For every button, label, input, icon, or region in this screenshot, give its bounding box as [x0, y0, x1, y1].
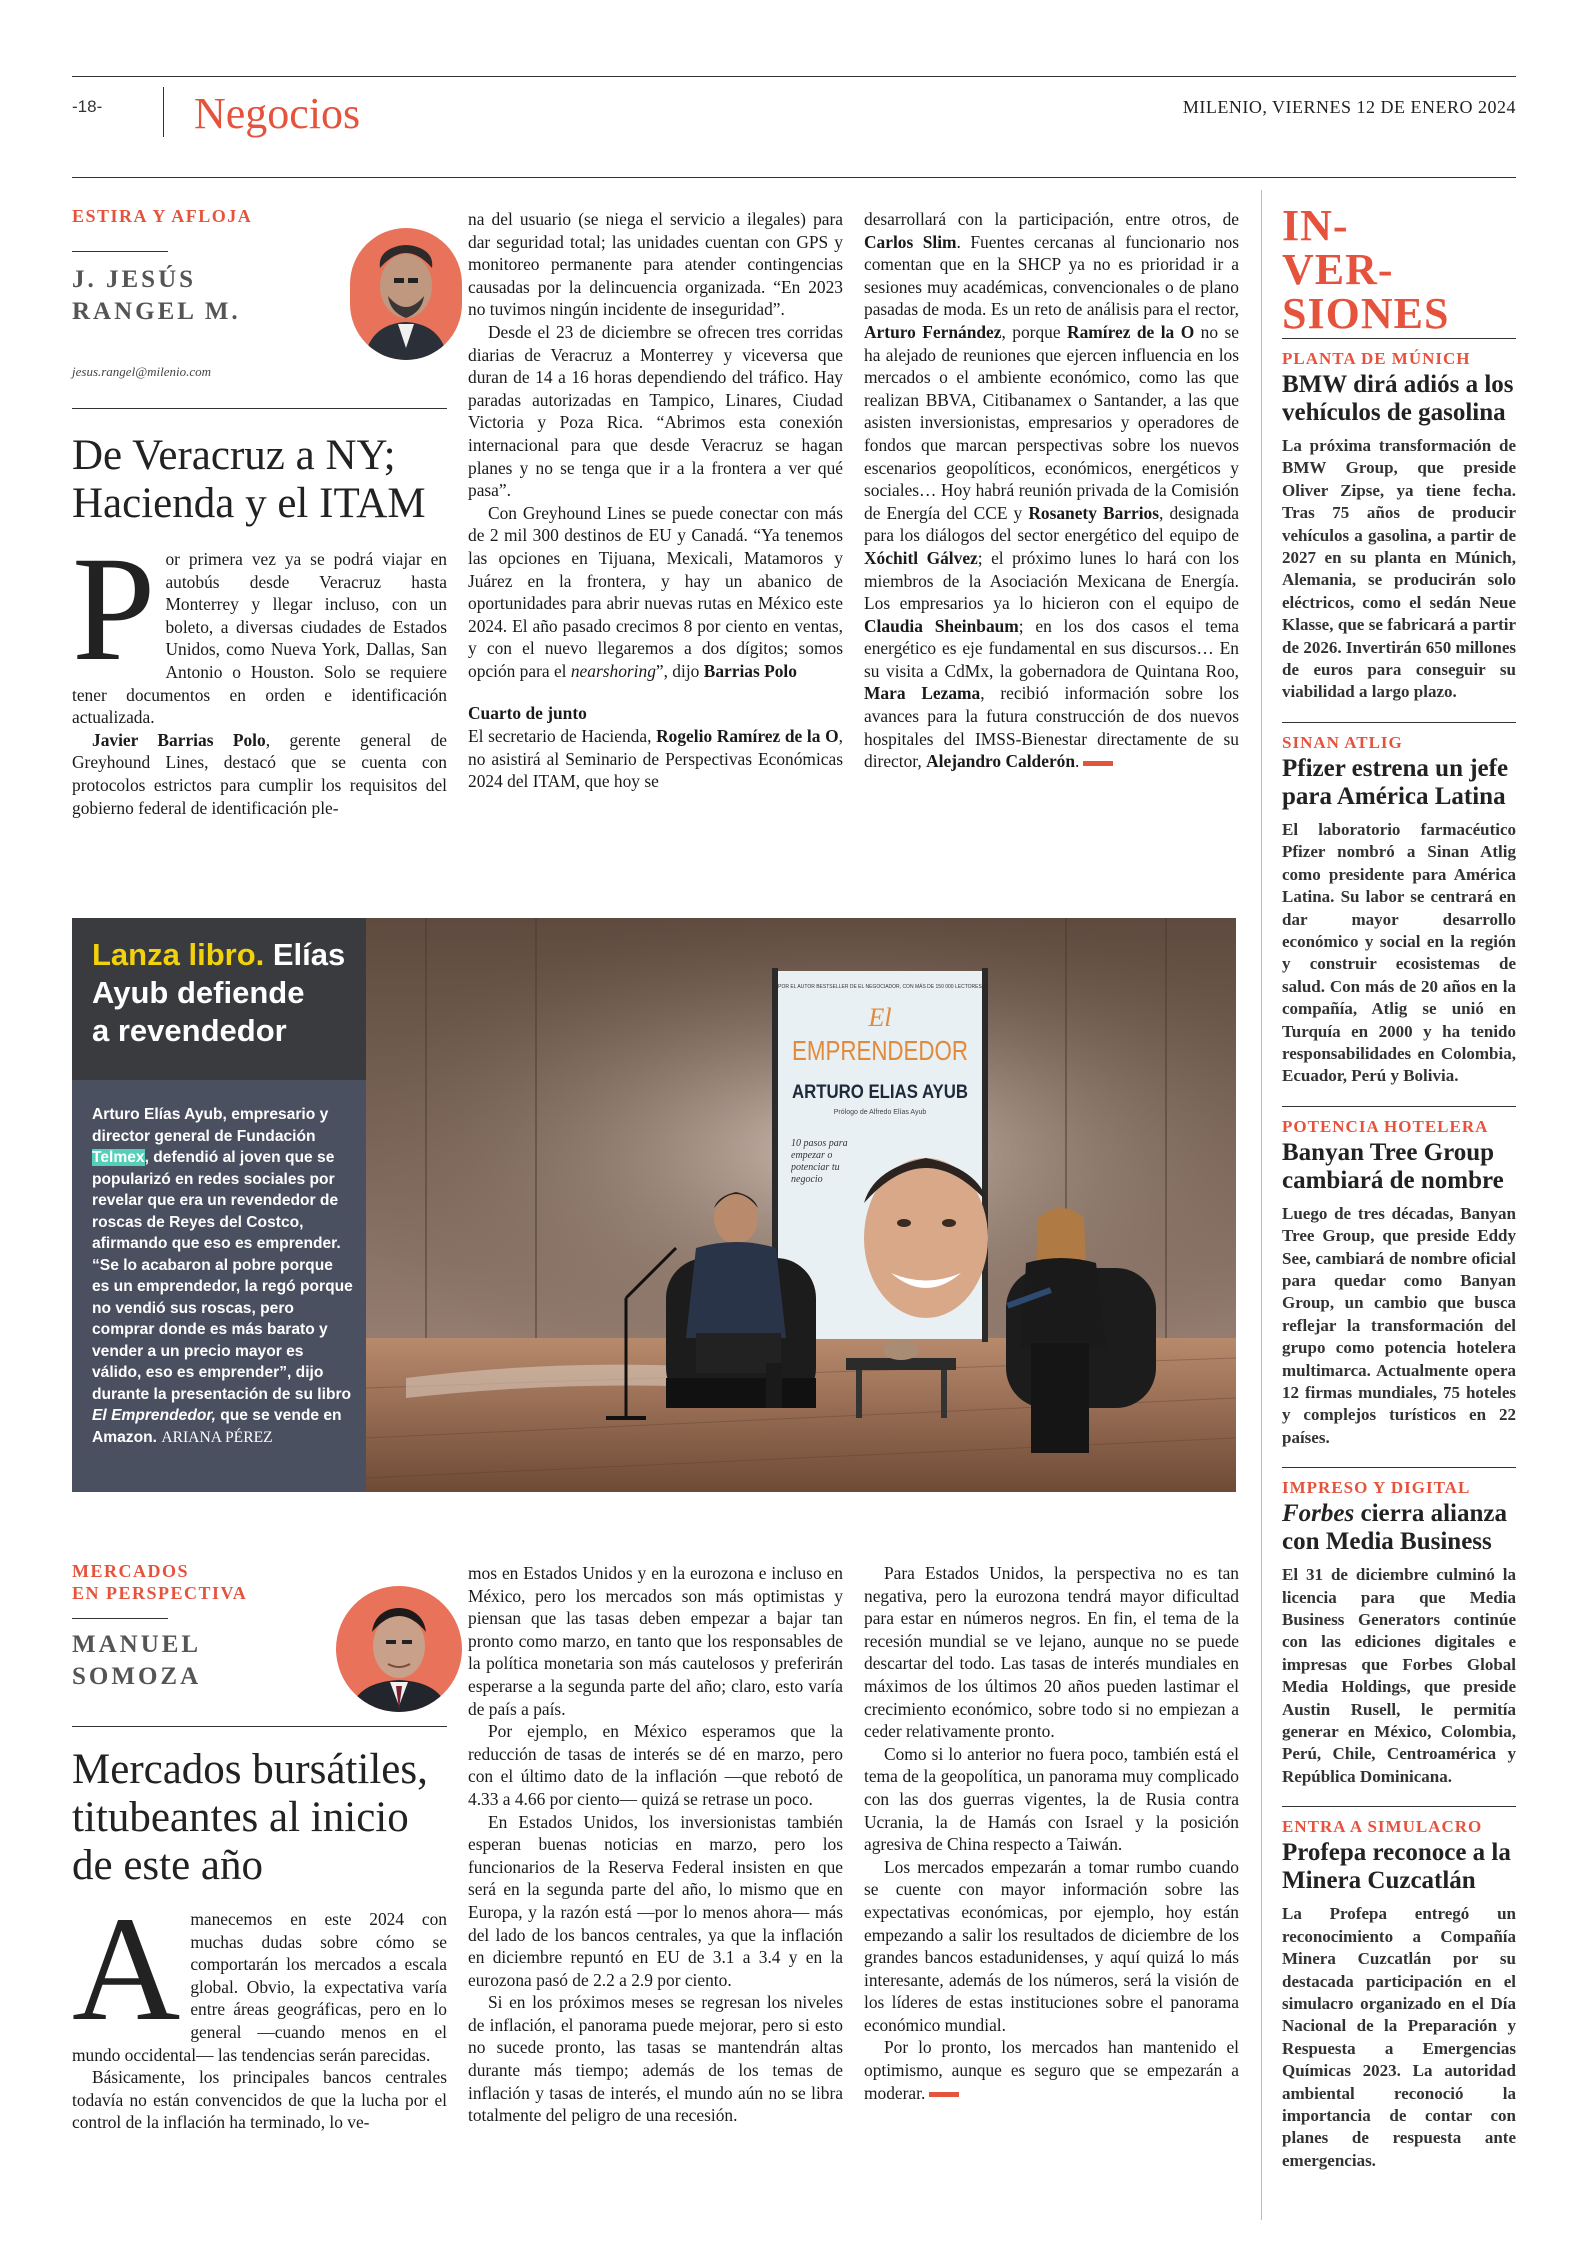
brief-body: El 31 de diciembre culminó la licencia para que Media Business Generators continúe con las ediciones digitales e impresas que Forbes Global Media Holdings, que preside Austin Rusell, le permitía generar en México, Colombia, Perú, Chile, Centroamérica y República Dominicana. — [1282, 1565, 1516, 1786]
paragraph-text: Si en los próximos meses se regresan los niveles de inflación, el panorama puede mejorar, pero si esto no sucede pronto, las tasas se mantendrán altas durante más tiempo; además de los temas de inflación y tasas de interés, el mundo aún no se libra totalmente del peligro de una recesión. — [468, 1992, 843, 2126]
caption-text: , defendió al joven que se popularizó en redes sociales por revelar que era un revendedor de roscas de Reyes del Costco, afirmando que eso es emprender. “Se lo acabaron al pobre porque es un emprendedor, la regó porque no vendió sus roscas, pero comprar donde es más barato y vender a un precio mayor es válido, eso es emprender”, dijo durante la presentación de su libro — [92, 1149, 353, 1403]
sidebar-title-line1: IN- — [1282, 201, 1349, 250]
lead-paragraph: or primera vez ya se podrá viajar en autobús desde Veracruz hasta Monterrey y llegar incluso, con un boleto, a diversas ciudades de Estados Unidos, como Nueva York, Dallas, San Antonio o Houston. Solo se requiere tener documentos en orden e identificación actualizada. — [72, 549, 447, 728]
brief-body: El laboratorio farmacéutico Pfizer nombró a Sinan Atlig como presidente para América Latina. Su labor se centrará en dar mayor desarrollo económico y social en la región y construir ecosistemas de salud. Con más de 20 años en la compañía, Atlig se unió en Turquía en 2000 y ha tenido responsabilidades en Colombia, Ecuador, Perú y Bolivia. — [1282, 819, 1516, 1086]
author-email[interactable]: jesus.rangel@milenio.com — [72, 364, 212, 379]
brief-rule — [1282, 338, 1516, 339]
photo-headline-box — [72, 918, 366, 1080]
paragraph-text: Por ejemplo, en México esperamos que la reducción de tasas de interés se dé en marzo, pero con el último dato de la inflación —que rebotó de 4.33 a 4.66 por ciento— quizá se retrase un poco. — [468, 1721, 843, 1809]
paragraph-text: , porque — [1001, 321, 1068, 342]
headline-text: a revendedor — [92, 1013, 287, 1048]
author-photo — [350, 228, 462, 360]
photo-headline — [92, 936, 345, 1050]
byline-rule — [72, 408, 447, 409]
paragraph-text: no se ha alejado de reuniones que ejercen influencia en los mercados o el ambiente económico, como las que realizan BBVA, Citibanamex o Santander, a las que asisten inversionistas, empresarios y operadores de fondos que marcan perspectivas sobre los nuevos escenarios geopolíticos, económicos, energéticos y sociales… Hoy habrá reunión privada de la Comisión de Energía del CCE y — [864, 321, 1239, 523]
end-mark — [929, 2092, 959, 2097]
author-portrait-rangel — [350, 228, 462, 360]
kicker-rule — [72, 251, 168, 252]
banner-top-text: POR EL AUTOR BESTSELLER DE EL NEGOCIADOR, CON MÁS DE 150 000 LECTORES — [778, 984, 982, 990]
sidebar-briefs — [1282, 338, 1516, 2172]
end-mark — [1083, 761, 1113, 766]
person-name: Carlos Slim — [864, 231, 957, 252]
kicker-line1: MERCADOS — [72, 1561, 190, 1581]
page-number: -18- — [72, 97, 103, 116]
headline-text: Ayub defiende — [92, 975, 305, 1010]
person-name: Rosanety Barrios — [1028, 502, 1160, 523]
person-name: Arturo Fernández — [864, 321, 1002, 342]
stage-scene — [366, 918, 1236, 1492]
brief-kicker: PLANTA DE MÚNICH — [1282, 349, 1471, 368]
brief-banyan — [1282, 1117, 1516, 1449]
brief-headline — [1282, 1500, 1516, 1556]
header-divider — [163, 87, 164, 137]
article-body-col2-somoza — [468, 1562, 843, 2127]
brief-body: La Profepa entregó un reconocimiento a Compañía Minera Cuzcatlán por su destacada participación en el simulacro organizado en el Día Nacional de la Preparación y Respuesta a Emergencias Químicas 2023. La autoridad ambiental reconoció la importancia de contar con planes de respuesta ante emergencias. — [1282, 1904, 1516, 2170]
brief-kicker: IMPRESO Y DIGITAL — [1282, 1478, 1471, 1498]
paragraph-text: ; el próximo lunes lo hará con los miembros de la Asociación Mexicana de Energía. Los empresarios ya lo hicieron con el equipo de — [864, 547, 1239, 614]
caption-text: que se vende en Amazon. — [92, 1407, 342, 1446]
brief-profepa — [1282, 1817, 1516, 2172]
byline-rule — [72, 1726, 447, 1727]
sidebar-title-line2: VER- — [1282, 245, 1394, 294]
paragraph-text: , designada para los diálogos del sector energético del equipo de — [864, 502, 1239, 546]
photo-caption-box — [72, 1080, 366, 1492]
brief-bmw — [1282, 349, 1516, 704]
sidebar-divider — [1261, 190, 1262, 2220]
paragraph-text: En Estados Unidos, los inversionistas también esperan buenas noticias en marzo, pero los funcionarios de la Reserva Federal insisten en que será en la segunda parte del año, lo mismo que en Europa, y la razón está —por lo menos ahora— más del lado de los bancos centrales, ya que la inflación en diciembre repuntó en EU de 3.1 a 3.4 y en la eurozona pasó de 2.2 a 2.9 por ciento. — [468, 1811, 843, 1990]
person-name: Xóchitl Gálvez — [864, 547, 978, 568]
brief-headline: Pfizer estrena un jefe para América Latina — [1282, 754, 1509, 810]
event-photo — [366, 918, 1236, 1492]
brief-rule — [1282, 1806, 1516, 1807]
brief-body: La próxima transformación de BMW Group, que preside Oliver Zipse, ya tiene fecha. Tras 75 años de producir vehículos a gasolina, a partir de 2027 en su planta en Múnich, Alemania, se producirán solo eléctricos, como el sedán Neue Klasse, que se fabricará a partir de 2026. Invertirán 650 millones de euros para conseguir su viabilidad a largo plazo. — [1282, 436, 1516, 702]
brief-rule — [1282, 1106, 1516, 1107]
headline-line1: Mercados bursátiles, — [72, 1746, 428, 1793]
brief-headline-italic: Forbes — [1282, 1500, 1355, 1528]
headline-line1: De Veracruz a NY; — [72, 432, 396, 479]
author-name-line2: SOMOZA — [72, 1663, 202, 1690]
paragraph-text: na del usuario (se niega el servicio a ilegales) para dar seguridad total; las unidades cuentan con GPS y monitoreo permanente para atender contingencias causadas por la delincuencia organizada. “En 2023 no tuvimos ningún incidente de inseguridad”. — [468, 209, 843, 320]
article-body-col1-somoza — [72, 1886, 447, 2134]
photo-credit: ARIANA PÉREZ — [161, 1428, 273, 1446]
paragraph-text: Con Greyhound Lines se puede conectar con más de 2 mil 300 destinos de EU y Canadá. “Ya tenemos las opciones en Tijuana, Mexicali, Matamoros y Juárez en la frontera, y hay un abanico de oportunidades para abrir nuevas rutas en México este 2024. El año pasado crecimos 8 por ciento en ventas, y con el nuevo llegaremos a dos dígitos; somos opción para el — [468, 502, 843, 681]
paragraph-text: Básicamente, los principales bancos centrales todavía no están convencidos de que la lucha por el control de la inflación ha terminado, lo ve- — [72, 2067, 447, 2133]
author-name-line2: RANGEL M. — [72, 298, 241, 325]
person-name: Rogelio Ramírez de la O — [656, 726, 839, 747]
caption-highlight: Telmex — [92, 1149, 145, 1166]
paragraph-text: Por lo pronto, los mercados han mantenido el optimismo, aunque es seguro que se empezarán a moderar. — [864, 2037, 1239, 2103]
paragraph-text: , no asistirá al Seminario de Perspectivas Económicas 2024 del ITAM, que hoy se — [468, 726, 843, 792]
brief-rule — [1282, 1467, 1516, 1468]
person-name: Claudia Sheinbaum — [864, 615, 1019, 636]
lead-paragraph: manecemos en este 2024 con muchas dudas sobre cómo se comportarán los mercados a escala global. Obvio, la expectativa varía entre áreas geográficas, pero en lo general —cuando menos en el mundo occidental— las tendencias serán parecidas. — [72, 1909, 447, 2065]
person-name: Ramírez de la O — [1067, 321, 1195, 342]
author-name-line1: MANUEL — [72, 1631, 202, 1658]
brief-headline: Profepa reconoce a la Minera Cuzcatlán — [1282, 1839, 1511, 1895]
photo-caption — [92, 1104, 354, 1448]
subhead: Cuarto de junto — [468, 703, 587, 724]
brief-body: Luego de tres décadas, Banyan Tree Group, que preside Eddy See, cambiará de nombre oficial para quedar como Banyan Group, un cambio que busca reflejar la transformación del grupo como potencia hotelera multimarca. Actualmente opera 12 firmas mundiales, 75 hoteles y complejos turísticos en 22 países. — [1282, 1203, 1516, 1447]
person-name: Javier Barrias Polo — [92, 729, 266, 750]
banner-author: ARTURO ELIAS AYUB — [792, 1082, 968, 1103]
article-headline-rangel — [72, 432, 462, 528]
caption-book-title: El Emprendedor, — [92, 1407, 216, 1424]
brief-forbes — [1282, 1478, 1516, 1788]
caption-text: Arturo Elías Ayub, empresario y director general de Fundación — [92, 1106, 329, 1145]
section-title: Negocios — [194, 89, 361, 138]
kicker-line2: EN PERSPECTIVA — [72, 1583, 248, 1603]
paragraph-text: El secretario de Hacienda, — [468, 726, 657, 747]
headline-line3: de este año — [72, 1842, 264, 1889]
banner-title: EMPRENDEDOR — [792, 1035, 968, 1066]
brief-kicker: SINAN ATLIG — [1282, 732, 1403, 752]
brief-pfizer — [1282, 733, 1516, 1088]
brief-headline-text: cierra alianza con Media Business — [1282, 1500, 1507, 1556]
banner-tagline-box — [791, 1138, 871, 1218]
paragraph-text: desarrollará con la participación, entre otros, de — [864, 209, 1239, 229]
paragraph-text: Desde el 23 de diciembre se ofrecen tres corridas diarias de Veracruz a Monterrey y viceversa que duran de 14 a 16 horas dependiendo del tráfico. Hay paradas autorizadas en Tampico, Linares, Ciudad Victoria y Poza Rica. “Abrimos esta conexión internacional para que desde Veracruz se hagan planes y no se tenga que ir a la frontera a ver qué pasa”. — [468, 321, 843, 501]
paragraph-text: ; en los dos casos el tema energético es eje fundamental en sus discursos… En su visita a CdMx, la gobernadora de Quintana Roo, — [864, 615, 1239, 681]
paragraph-text: . Fuentes cercanas al funcionario nos comentan que en la SHCP ya no es prioridad ir a sesiones muy académicas, convencionales o de plano pasadas de moda. Es un reto de análisis para el rector, — [864, 231, 1239, 320]
italic-term: nearshoring — [570, 660, 656, 681]
brief-headline: BMW dirá adiós a los vehículos de gasolina — [1282, 371, 1514, 426]
author-photo — [336, 1586, 462, 1712]
paragraph-text: Para Estados Unidos, la perspectiva no es tan negativa, pero la eurozona tendrá mayor dificultad para estar en números negros. En fin, el tema de la recesión mundial se ve lejano, aunque no se puede descartar del todo. Las tasas de interés mundiales en máximos de los últimos 20 años pueden lastimar el crecimiento económico, sobre todo si no empiezan a ceder relativamente pronto. — [864, 1563, 1239, 1742]
author-name-line1: J. JESÚS — [72, 266, 197, 293]
article-body-col3: desarrollará con la participación, entre otros, de Carlos Slim. Fuentes cercanas al funcionario nos comentan que en la SHCP ya no es prioridad ir a sesiones muy académicas, convencionales o de plano pasadas de moda. Es un reto de análisis para el rector, Arturo Fernández, porque Ramírez de la O no se ha alejado de reuniones que ejercen influencia en los mercados o el ambiente económico, como las que realizan BBVA, Citibanamex o Santander, a las que asisten inversionistas, empresarios y operadores de fondos que marcan perspectivas sobre los nuevos escenarios geopolíticos, económicos, energéticos y sociales… Hoy habrá reunión privada de la Comisión de Energía del CCE y Rosanety Barrios, designada para los diálogos del sector energético del equipo de Xóchitl Gálvez; el próximo lunes lo hará con los miembros de la Asociación Mexicana de Energía. Los empresarios ya lo hicieron con el equipo de Claudia Sheinbaum; en los dos casos el tema energético es eje fundamental en sus discursos… En su visita a CdMx, la gobernadora de Quintana Roo, Mara Lezama, recibió información sobre los avances para la futura construcción de dos nuevos hospitales del IMSS-Bienestar directamente de su director, Alejandro Calderón. — [864, 209, 1239, 772]
article-headline-somoza — [72, 1746, 472, 1890]
headline-text: Elías — [272, 937, 346, 972]
sidebar-title — [1282, 201, 1450, 338]
person-name: Mara Lezama — [864, 683, 981, 704]
drop-cap: A — [72, 1886, 181, 2052]
brief-headline: Banyan Tree Group cambiará de nombre — [1282, 1138, 1504, 1194]
brief-kicker: POTENCIA HOTELERA — [1282, 1116, 1489, 1136]
header-bottom-rule — [72, 177, 1516, 178]
header-top-rule — [72, 76, 1516, 77]
article-body-col2 — [468, 208, 843, 793]
paragraph-text: ”, dijo — [655, 660, 704, 681]
paragraph-text: , recibió información sobre los avances para la futura construcción de dos nuevos hospitales del IMSS-Bienestar directamente de su director, — [864, 683, 1239, 772]
article-body-col1 — [72, 526, 447, 819]
banner-prologue: Prólogo de Alfredo Elías Ayub — [833, 1109, 927, 1116]
brief-kicker: ENTRA A SIMULACRO — [1282, 1817, 1483, 1837]
banner-tagline: 10 pasos para empezar o potenciar tu negocio — [791, 1138, 848, 1185]
article-body-col3-somoza — [864, 1562, 1239, 2104]
dateline: MILENIO, VIERNES 12 DE ENERO 2024 — [1182, 97, 1516, 117]
paragraph-text: Los mercados empezarán a tomar rumbo cuando se cuente con mayor información sobre las expectativas económicas, por ejemplo, hoy están empezando a salir los resultados de diciembre de los grandes bancos estadunidenses, y aquí quizá lo más interesante, además de los números, será la visión de los líderes de estas instituciones sobre el panorama económico mundial. — [864, 1856, 1239, 2035]
person-name: Barrias Polo — [703, 660, 797, 681]
banner-el: El — [868, 1003, 892, 1032]
paragraph-text: , gerente general de Greyhound Lines, destacó que se cuenta con protocolos estrictos para cumplir los requisitos del gobierno federal de identificación ple- — [72, 729, 447, 818]
person-name: Alejandro Calderón — [926, 751, 1076, 772]
kicker-rule — [72, 1618, 168, 1619]
headline-line2: titubeantes al inicio — [72, 1794, 409, 1841]
column-kicker: ESTIRA Y AFLOJA — [72, 206, 253, 226]
author-portrait-somoza — [336, 1586, 462, 1712]
drop-cap: P — [72, 526, 156, 692]
headline-line2: Hacienda y el ITAM — [72, 480, 426, 527]
paragraph-text: Como si lo anterior no fuera poco, también está el tema de la geopolítica, un panorama muy complicado con las dos guerras vigentes, la de Rusia contra Ucrania, la de Hamás con Israel y la posición agresiva de China respecto a Taiwán. — [864, 1743, 1239, 1855]
paragraph-text: mos en Estados Unidos y en la eurozona e incluso en México, pero los mercados son más optimistas y piensan que las tasas deben empezar a bajar tan pronto como marzo, en tanto que los responsables de la política monetaria son más cautelosos y preferirán esperarse a la segunda parte del año; claro, esto varía de país a país. — [468, 1563, 843, 1719]
headline-highlight: Lanza libro. — [92, 937, 265, 972]
brief-rule — [1282, 722, 1516, 723]
sidebar-title-line3: SIONES — [1282, 289, 1450, 338]
